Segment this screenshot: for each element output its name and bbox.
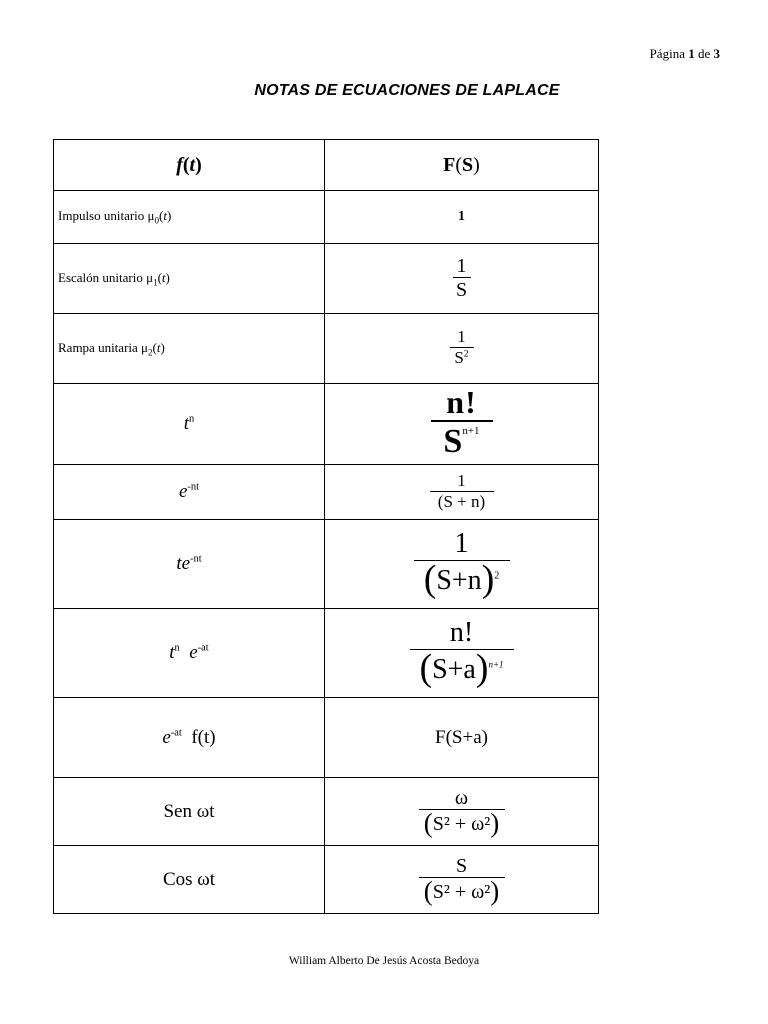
table-row bbox=[54, 520, 599, 609]
page-total: 3 bbox=[713, 46, 720, 61]
page-of: de bbox=[697, 46, 711, 61]
row-transform bbox=[325, 314, 599, 384]
row-function: $te^{-nt}$ bbox=[54, 520, 325, 609]
row-transform: F(S+a) bbox=[325, 698, 599, 778]
table-row bbox=[54, 384, 599, 465]
row-function: Escalón unitario $\mu_1(t)$ bbox=[54, 244, 325, 314]
row-transform bbox=[325, 520, 599, 609]
table-row bbox=[54, 698, 599, 778]
fraction: $\frac{\omega}{\text{(S² + ω²)}}$ bbox=[419, 787, 505, 837]
fraction: $\frac{S}{\text{(S² + ω²)}}$ bbox=[419, 855, 505, 905]
fraction: $\frac{1}{(S+n)^2}$ bbox=[414, 529, 510, 599]
fraction: $\frac{1}{S^2}$ bbox=[450, 328, 474, 368]
row-function: Impulso unitario $\mu_0(t)$ bbox=[54, 191, 325, 244]
table-row bbox=[54, 244, 599, 314]
fraction: $\frac{1}{(S + n)}$ bbox=[430, 472, 494, 512]
row-function: Sen ωt bbox=[54, 778, 325, 846]
table-row bbox=[54, 846, 599, 914]
table-row bbox=[54, 465, 599, 520]
row-function: $e^{-nt}$ bbox=[54, 465, 325, 520]
column-header-ft: f(t) bbox=[54, 140, 325, 191]
row-function: $e^{-at}$ f(t) bbox=[54, 698, 325, 778]
page-current: 1 bbox=[688, 46, 695, 61]
row-transform: 1 bbox=[325, 191, 599, 244]
row-transform bbox=[325, 244, 599, 314]
row-function: $t^n$ bbox=[54, 384, 325, 465]
laplace-table bbox=[53, 139, 599, 914]
table-row bbox=[54, 314, 599, 384]
fraction: $\frac{n!}{(S+a)^{n+1}}$ bbox=[410, 618, 514, 688]
fraction: $\frac{1}{S}$ bbox=[453, 255, 471, 302]
page-word: Página bbox=[649, 46, 685, 61]
document-title: NOTAS DE ECUACIONES DE LAPLACE bbox=[254, 82, 560, 99]
table-row bbox=[54, 191, 599, 244]
table-row bbox=[54, 778, 599, 846]
row-transform bbox=[325, 465, 599, 520]
column-header-fs: F(S) bbox=[325, 140, 599, 191]
row-transform bbox=[325, 846, 599, 914]
footer-author: William Alberto De Jesús Acosta Bedoya bbox=[288, 955, 480, 967]
row-function: Rampa unitaria $\mu_2(t)$ bbox=[54, 314, 325, 384]
row-transform bbox=[325, 384, 599, 465]
row-transform bbox=[325, 778, 599, 846]
row-transform bbox=[325, 609, 599, 698]
table-row bbox=[54, 609, 599, 698]
row-function: Cos ωt bbox=[54, 846, 325, 914]
fraction: $\frac{n!}{S^{n+1}}$ bbox=[431, 385, 493, 462]
table-header-row bbox=[54, 140, 599, 191]
row-function: $t^n$ $e^{-at}$ bbox=[54, 609, 325, 698]
page-number bbox=[600, 46, 720, 62]
